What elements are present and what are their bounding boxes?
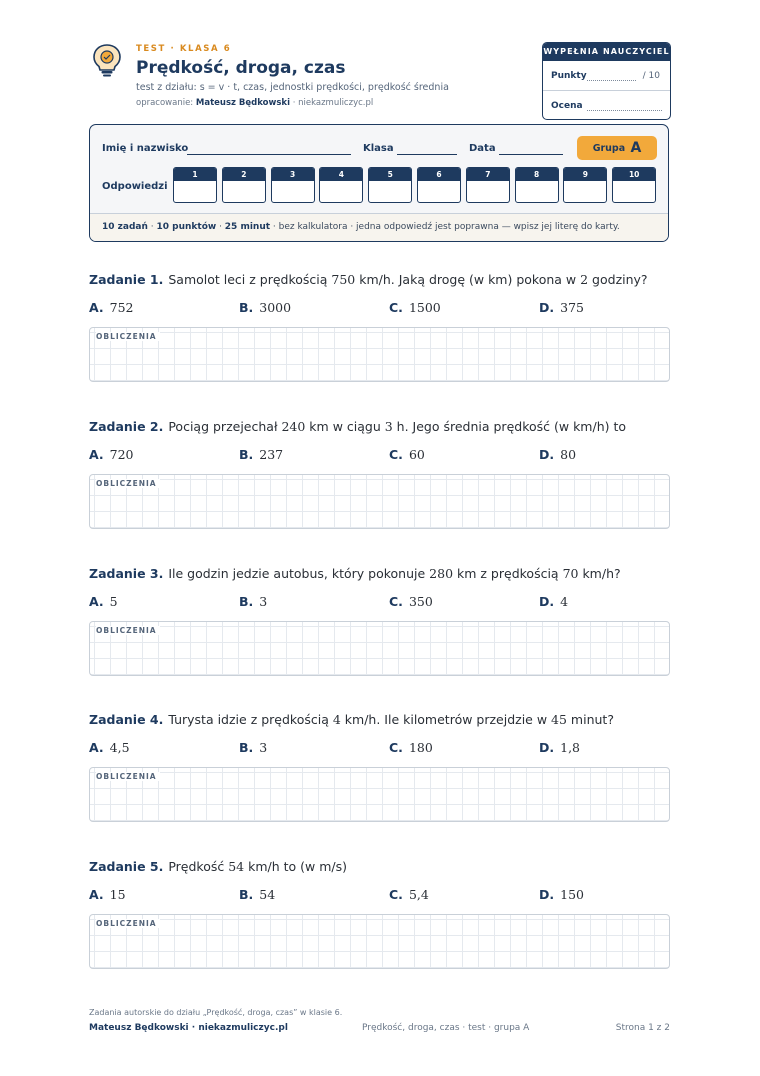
answer-cell-number: 8	[516, 168, 558, 181]
answer-option[interactable]	[239, 740, 267, 755]
footer-note: Zadania autorskie do działu „Prędkość, droga, czas” w klasie 6.	[89, 1008, 343, 1017]
task-number: 4	[332, 712, 341, 727]
answer-options	[89, 300, 670, 320]
answer-option[interactable]	[539, 447, 576, 462]
option-value: 720	[109, 447, 134, 462]
option-letter: D.	[539, 300, 555, 315]
info-tasks: 10 zadań	[102, 222, 148, 232]
task-text: km z prędkością	[453, 566, 563, 581]
answers-label: Odpowiedzi	[102, 181, 168, 192]
calculation-area[interactable]	[89, 914, 670, 969]
answer-option[interactable]	[89, 740, 130, 755]
points-max: / 10	[642, 71, 660, 81]
answer-cell[interactable]	[222, 167, 266, 203]
answer-option[interactable]	[539, 300, 584, 315]
option-letter: A.	[89, 300, 104, 315]
option-letter: A.	[89, 447, 104, 462]
task-text: km/h?	[578, 566, 621, 581]
grade-row	[543, 90, 670, 119]
task-text: Pociąg przejechał	[168, 419, 282, 434]
info-points: 10 punktów	[156, 222, 217, 232]
answer-option[interactable]	[389, 594, 433, 609]
answer-cell-number: 1	[174, 168, 216, 181]
points-field[interactable]	[587, 80, 636, 81]
answer-cell-number: 3	[272, 168, 314, 181]
task-text: km/h. Ile kilometrów przejdzie w	[340, 712, 552, 727]
author-line	[136, 98, 373, 108]
answer-cell-number: 6	[418, 168, 460, 181]
task-text: h. Jego średnia prędkość (w km/h) to	[392, 419, 627, 434]
task-text: Samolot leci z prędkością	[168, 272, 332, 287]
group-label: Grupa	[592, 143, 626, 154]
option-value: 3000	[259, 300, 292, 315]
option-value: 4	[560, 594, 569, 609]
group-badge	[577, 136, 657, 160]
answer-option[interactable]	[89, 300, 134, 315]
answer-options	[89, 447, 670, 467]
calculation-label: OBLICZENIA	[96, 332, 160, 341]
option-value: 4,5	[109, 740, 130, 755]
answer-cell[interactable]	[173, 167, 217, 203]
footer-doc-info: Prędkość, droga, czas · test · grupa A	[362, 1023, 530, 1033]
task-label: Zadanie 1.	[89, 272, 164, 287]
task-text: km/h to (w m/s)	[244, 859, 348, 874]
answer-options	[89, 740, 670, 760]
option-value: 15	[109, 887, 126, 902]
option-value: 375	[560, 300, 584, 315]
option-value: 237	[259, 447, 284, 462]
calculation-label: OBLICZENIA	[96, 479, 160, 488]
name-field[interactable]	[187, 154, 351, 155]
task-text: km w ciągu	[305, 419, 385, 434]
answer-cell-number: 2	[223, 168, 265, 181]
class-field[interactable]	[397, 154, 457, 155]
option-letter: C.	[389, 447, 403, 462]
task-4	[89, 712, 670, 822]
calculation-area[interactable]	[89, 474, 670, 529]
task-number: 280	[429, 566, 454, 581]
task-text: Ile godzin jedzie autobus, który pokonuje	[168, 566, 430, 581]
task-number: 45	[551, 712, 567, 727]
option-letter: B.	[239, 887, 254, 902]
task-number: 2	[580, 272, 589, 287]
option-letter: B.	[239, 740, 254, 755]
group-letter: A	[630, 140, 642, 156]
task-question	[89, 859, 670, 874]
answer-cell-number: 7	[467, 168, 509, 181]
task-number: 750	[331, 272, 356, 287]
date-label: Data	[469, 143, 496, 154]
calculation-area[interactable]	[89, 621, 670, 676]
answer-option[interactable]	[389, 887, 429, 902]
answer-options	[89, 594, 670, 614]
task-3	[89, 566, 670, 676]
student-info-row	[102, 143, 658, 157]
grade-label: Ocena	[551, 101, 583, 111]
answer-options	[89, 887, 670, 907]
calculation-label: OBLICZENIA	[96, 919, 160, 928]
answer-cell[interactable]	[319, 167, 363, 203]
answer-card	[89, 124, 669, 242]
option-value: 180	[408, 740, 433, 755]
calculation-area[interactable]	[89, 767, 670, 822]
option-letter: D.	[539, 887, 555, 902]
task-text: km/h. Jaką drogę (w km) pokona w	[355, 272, 581, 287]
task-5	[89, 859, 670, 969]
option-value: 3	[259, 740, 268, 755]
answer-cell[interactable]	[368, 167, 412, 203]
answer-cell-number: 9	[564, 168, 606, 181]
answer-option[interactable]	[539, 740, 580, 755]
answer-cell-number: 5	[369, 168, 411, 181]
option-value: 752	[109, 300, 134, 315]
answer-option[interactable]	[389, 740, 433, 755]
option-value: 5	[109, 594, 118, 609]
option-letter: D.	[539, 447, 555, 462]
class-label: Klasa	[363, 143, 394, 154]
task-label: Zadanie 2.	[89, 419, 164, 434]
info-rest: · bez kalkulatora · jedna odpowiedź jest poprawna — wpisz jej literę do karty.	[272, 222, 620, 232]
calculation-area[interactable]	[89, 327, 670, 382]
teacher-box	[542, 42, 671, 120]
option-letter: B.	[239, 300, 254, 315]
task-number: 54	[228, 859, 245, 874]
author-prefix: opracowanie:	[136, 98, 194, 108]
task-text: minut?	[566, 712, 614, 727]
option-letter: D.	[539, 740, 555, 755]
answer-option[interactable]	[539, 887, 584, 902]
card-info: 10 zadań · 10 punktów · 25 minut · bez kalkulatora · jedna odpowiedź jest poprawna — wpisz jej literę do karty.	[90, 213, 668, 241]
task-label: Zadanie 4.	[89, 712, 164, 727]
page-subtitle: test z działu: s = v · t, czas, jednostki prędkości, prędkość średnia	[136, 82, 449, 93]
option-letter: C.	[389, 887, 403, 902]
answer-cell[interactable]	[515, 167, 559, 203]
answer-option[interactable]	[89, 887, 126, 902]
answer-option[interactable]	[89, 447, 134, 462]
task-label: Zadanie 5.	[89, 859, 164, 874]
option-value: 60	[408, 447, 425, 462]
option-letter: A.	[89, 740, 104, 755]
answer-cell-number: 4	[320, 168, 362, 181]
calculation-label: OBLICZENIA	[96, 772, 160, 781]
task-text: Prędkość	[168, 859, 229, 874]
answer-option[interactable]	[239, 300, 291, 315]
date-field[interactable]	[499, 154, 563, 155]
task-text: godziny?	[588, 272, 648, 287]
option-letter: B.	[239, 594, 254, 609]
option-letter: A.	[89, 594, 104, 609]
answer-option[interactable]	[89, 594, 118, 609]
task-number: 240	[281, 419, 306, 434]
answer-cell[interactable]	[417, 167, 461, 203]
answer-cell[interactable]	[466, 167, 510, 203]
option-value: 1500	[408, 300, 441, 315]
grade-field[interactable]	[587, 110, 662, 111]
answer-option[interactable]	[239, 447, 283, 462]
answer-cell[interactable]	[612, 167, 656, 203]
option-letter: C.	[389, 300, 403, 315]
task-2	[89, 419, 670, 529]
task-question	[89, 566, 670, 581]
answer-option[interactable]	[239, 887, 275, 902]
task-question	[89, 712, 670, 727]
points-label: Punkty	[551, 71, 587, 81]
option-letter: C.	[389, 740, 403, 755]
option-letter: C.	[389, 594, 403, 609]
task-question	[89, 419, 670, 434]
option-letter: A.	[89, 887, 104, 902]
author-name: Mateusz Będkowski	[195, 98, 291, 108]
teacher-box-title: WYPEŁNIA NAUCZYCIEL	[543, 43, 670, 61]
answer-option[interactable]	[389, 300, 441, 315]
option-value: 3	[259, 594, 268, 609]
option-value: 150	[560, 887, 584, 902]
option-letter: B.	[239, 447, 254, 462]
answer-cell[interactable]	[271, 167, 315, 203]
option-value: 80	[560, 447, 577, 462]
info-time: 25 minut	[224, 222, 271, 232]
answer-option[interactable]	[239, 594, 267, 609]
answer-cell-number: 10	[613, 168, 655, 181]
answer-cell[interactable]	[563, 167, 607, 203]
option-value: 1,8	[560, 740, 581, 755]
option-value: 5,4	[408, 887, 429, 902]
task-question	[89, 272, 670, 287]
name-label: Imię i nazwisko	[102, 143, 189, 154]
lightbulb-logo-icon	[90, 42, 124, 78]
task-text: Turysta idzie z prędkością	[168, 712, 333, 727]
task-1	[89, 272, 670, 382]
task-label: Zadanie 3.	[89, 566, 164, 581]
answer-option[interactable]	[389, 447, 425, 462]
page-number: Strona 1 z 2	[615, 1023, 670, 1033]
answer-option[interactable]	[539, 594, 568, 609]
option-value: 54	[259, 887, 276, 902]
test-kicker: TEST · KLASA 6	[136, 44, 232, 54]
task-number: 70	[562, 566, 579, 581]
option-letter: D.	[539, 594, 555, 609]
task-number: 3	[384, 419, 393, 434]
page-title: Prędkość, droga, czas	[136, 58, 346, 78]
points-row	[543, 61, 670, 90]
author-site: · niekazmuliczyc.pl	[292, 98, 374, 108]
footer-author: Mateusz Będkowski · niekazmuliczyc.pl	[89, 1023, 288, 1033]
option-value: 350	[408, 594, 433, 609]
calculation-label: OBLICZENIA	[96, 626, 160, 635]
